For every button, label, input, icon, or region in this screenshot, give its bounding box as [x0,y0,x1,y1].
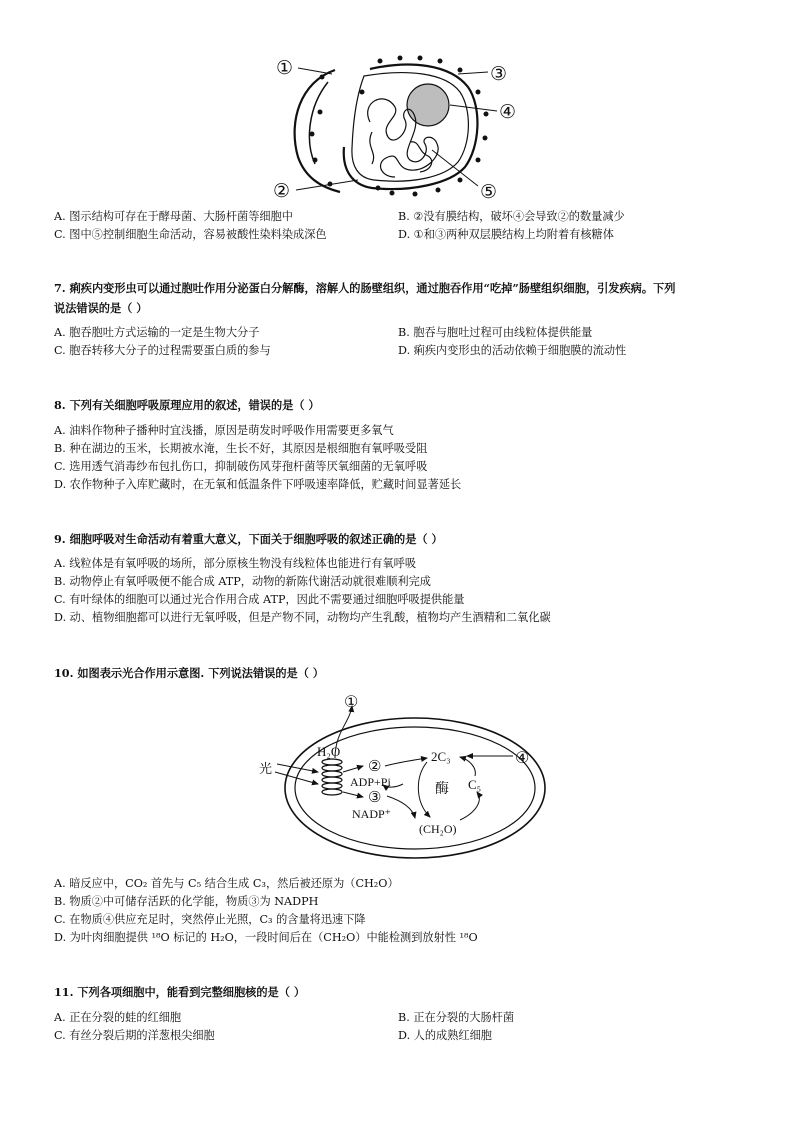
q6-option-b: B. ②没有膜结构，破坏④会导致②的数量减少 [398,210,625,223]
q11-option-c: C. 有丝分裂后期的洋葱根尖细胞 [54,1029,215,1042]
q8-stem: 8. 下列有关细胞呼吸原理应用的叙述，错误的是（ ） [54,398,320,412]
q10-option-b: B. 物质②中可储存活跃的化学能，物质③为 NADPH [54,895,319,908]
photosynthesis-figure [255,692,555,867]
q11-option-d: D. 人的成熟红细胞 [398,1029,492,1042]
q7-option-b: B. 胞吞与胞吐过程可由线粒体提供能量 [398,326,593,339]
q9-stem: 9. 细胞呼吸对生命活动有着重大意义，下面关于细胞呼吸的叙述正确的是（ ） [54,532,443,546]
q10-option-a: A. 暗反应中，CO₂ 首先与 C₅ 结合生成 C₃，然后被还原为（CH₂O） [54,877,399,890]
q8-option-a: A. 油料作物种子播种时宜浅播，原因是萌发时呼吸作用需要更多氧气 [54,424,394,437]
q8-option-c: C. 选用透气消毒纱布包扎伤口，抑制破伤风芽孢杆菌等厌氧细菌的无氧呼吸 [54,460,428,473]
q7-option-d: D. 痢疾内变形虫的活动依赖于细胞膜的流动性 [398,344,627,357]
q8-option-b: B. 种在湖边的玉米，长期被水淹，生长不好，其原因是根细胞有氧呼吸受阻 [54,442,428,455]
q11-stem: 11. 下列各项细胞中，能看到完整细胞核的是（ ） [54,985,306,999]
q6-option-d: D. ①和③两种双层膜结构上均附着有核糖体 [398,228,614,241]
q10-option-c: C. 在物质④供应充足时，突然停止光照，C₃ 的含量将迅速下降 [54,913,366,926]
label-5: ⑤ [480,182,498,202]
label-3: ③ [490,64,508,85]
ch2o-label: (CH₂O) [419,822,457,836]
label-circ4: ④ [515,750,530,767]
adp-label: ADP+Pi [350,775,391,789]
q6-option-c: C. 图中⑤控制细胞生命活动，容易被酸性染料染成深色 [54,228,327,241]
label-1: ① [276,58,294,79]
q11-option-b: B. 正在分裂的大肠杆菌 [398,1011,515,1024]
q10-option-d: D. 为叶肉细胞提供 ¹⁸O 标记的 H₂O，一段时间后在（CH₂O）中能检测到放射性 ¹⁸O [54,931,478,944]
label-circ3: ③ [368,790,382,806]
q7-option-a: A. 胞吞胞吐方式运输的一定是生物大分子 [54,326,260,339]
c5-label: C₅ [468,777,482,792]
q7-stem-line2: 说法错误的是（ ） [54,301,148,315]
label-circ1: ① [344,694,359,711]
q7-stem-line1: 7. 痢疾内变形虫可以通过胞吐作用分泌蛋白分解酶，溶解人的肠壁组织，通过胞吞作用“吃掉”肠壁组织细胞，引发疾病。下列 [54,281,676,295]
q9-option-a: A. 线粒体是有氧呼吸的场所，部分原核生物没有线粒体也能进行有氧呼吸 [54,557,417,570]
enzyme-label: 酶 [435,782,449,797]
nadp-label: NADP⁺ [352,807,392,821]
q11-option-a: A. 正在分裂的蛙的红细胞 [54,1011,182,1024]
c3-label: 2C₃ [431,749,451,764]
q10-stem: 10. 如图表示光合作用示意图. 下列说法错误的是（ ） [54,666,324,680]
label-2: ② [273,181,291,202]
q9-option-c: C. 有叶绿体的细胞可以通过光合作用合成 ATP，因此不需要通过细胞呼吸提供能量 [54,593,465,606]
q9-option-b: B. 动物停止有氧呼吸便不能合成 ATP，动物的新陈代谢活动就很难顺利完成 [54,575,431,588]
label-4: ④ [499,102,517,123]
q6-option-a: A. 图示结构可存在于酵母菌、大肠杆菌等细胞中 [54,210,293,223]
h2o-label: H₂O [317,744,341,759]
q8-option-d: D. 农作物种子入库贮藏时，在无氧和低温条件下呼吸速率降低，贮藏时间显著延长 [54,478,462,491]
light-label: 光 [259,761,273,776]
q9-option-d: D. 动、植物细胞都可以进行无氧呼吸，但是产物不同，动物均产生乳酸，植物均产生酒精和二氧化碳 [54,611,551,624]
q7-option-c: C. 胞吞转移大分子的过程需要蛋白质的参与 [54,344,271,357]
cell-structure-figure [260,52,530,202]
label-circ2: ② [368,759,382,775]
